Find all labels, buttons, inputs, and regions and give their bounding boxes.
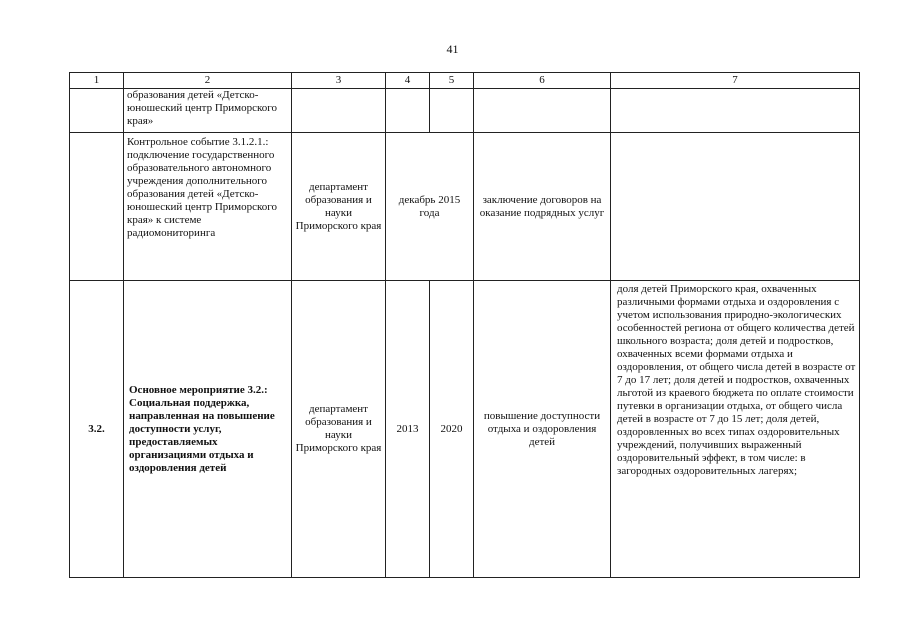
cell-empty [474, 89, 611, 133]
header-col-7: 7 [611, 73, 860, 89]
cell-result: заключение договоров на оказание подрядных услуг [474, 133, 611, 281]
cell-empty [386, 89, 430, 133]
header-col-1: 1 [70, 73, 124, 89]
cell-control-event: Контрольное событие 3.1.2.1.: подключение государственного образовательного автономного учреждения дополнительного образования детей «Детско-юношеский центр Приморского края» к системе радиомониторинга [124, 133, 292, 281]
table-header-row [70, 73, 860, 89]
cell-start-year: 2013 [386, 281, 430, 578]
cell-deadline: декабрь 2015 года [386, 133, 474, 281]
header-col-4: 4 [386, 73, 430, 89]
header-col-2: 2 [124, 73, 292, 89]
table-row [70, 133, 860, 281]
cell-activity-continuation: образования детей «Детско-юношеский центр Приморского края» [124, 89, 292, 133]
cell-empty [611, 89, 860, 133]
cell-indicators: доля детей Приморского края, охваченных различными формами отдыха и оздоровления с учетом использования природно-экологических особенностей региона от общего количества детей школьного возраста; доля детей и подростков, охваченных всеми формами отдыха и оздоровления, от общего числа детей в возрасте от 7 до 17 лет; доля детей и подростков, охваченных льготой из краевого бюджета по оплате стоимости путевки в организации отдыха, от общего числа детей в возрасте от 7 до 15 лет; доля детей, оздоровленных во всех типах оздоровительных учреждений, получивших выраженный оздоровительный эффект, в том числе: в загородных оздоровительных лагерях; [611, 281, 860, 578]
header-col-3: 3 [292, 73, 386, 89]
cell-executor: департамент образования и науки Приморского края [292, 281, 386, 578]
cell-empty [70, 133, 124, 281]
program-table [69, 72, 860, 578]
cell-end-year: 2020 [430, 281, 474, 578]
table-row [70, 281, 860, 578]
cell-empty [70, 89, 124, 133]
cell-empty [611, 133, 860, 281]
cell-activity-title: Основное мероприятие 3.2.: Социальная поддержка, направленная на повышение доступности услуг, предоставляемых организациями отдыха и оздоровления детей [124, 281, 292, 578]
cell-activity-number: 3.2. [70, 281, 124, 578]
cell-empty [430, 89, 474, 133]
table-row [70, 89, 860, 133]
page-number: 41 [446, 42, 459, 56]
cell-empty [292, 89, 386, 133]
cell-result: повышение доступности отдыха и оздоровления детей [474, 281, 611, 578]
header-col-6: 6 [474, 73, 611, 89]
cell-executor: департамент образования и науки Приморского края [292, 133, 386, 281]
header-col-5: 5 [430, 73, 474, 89]
